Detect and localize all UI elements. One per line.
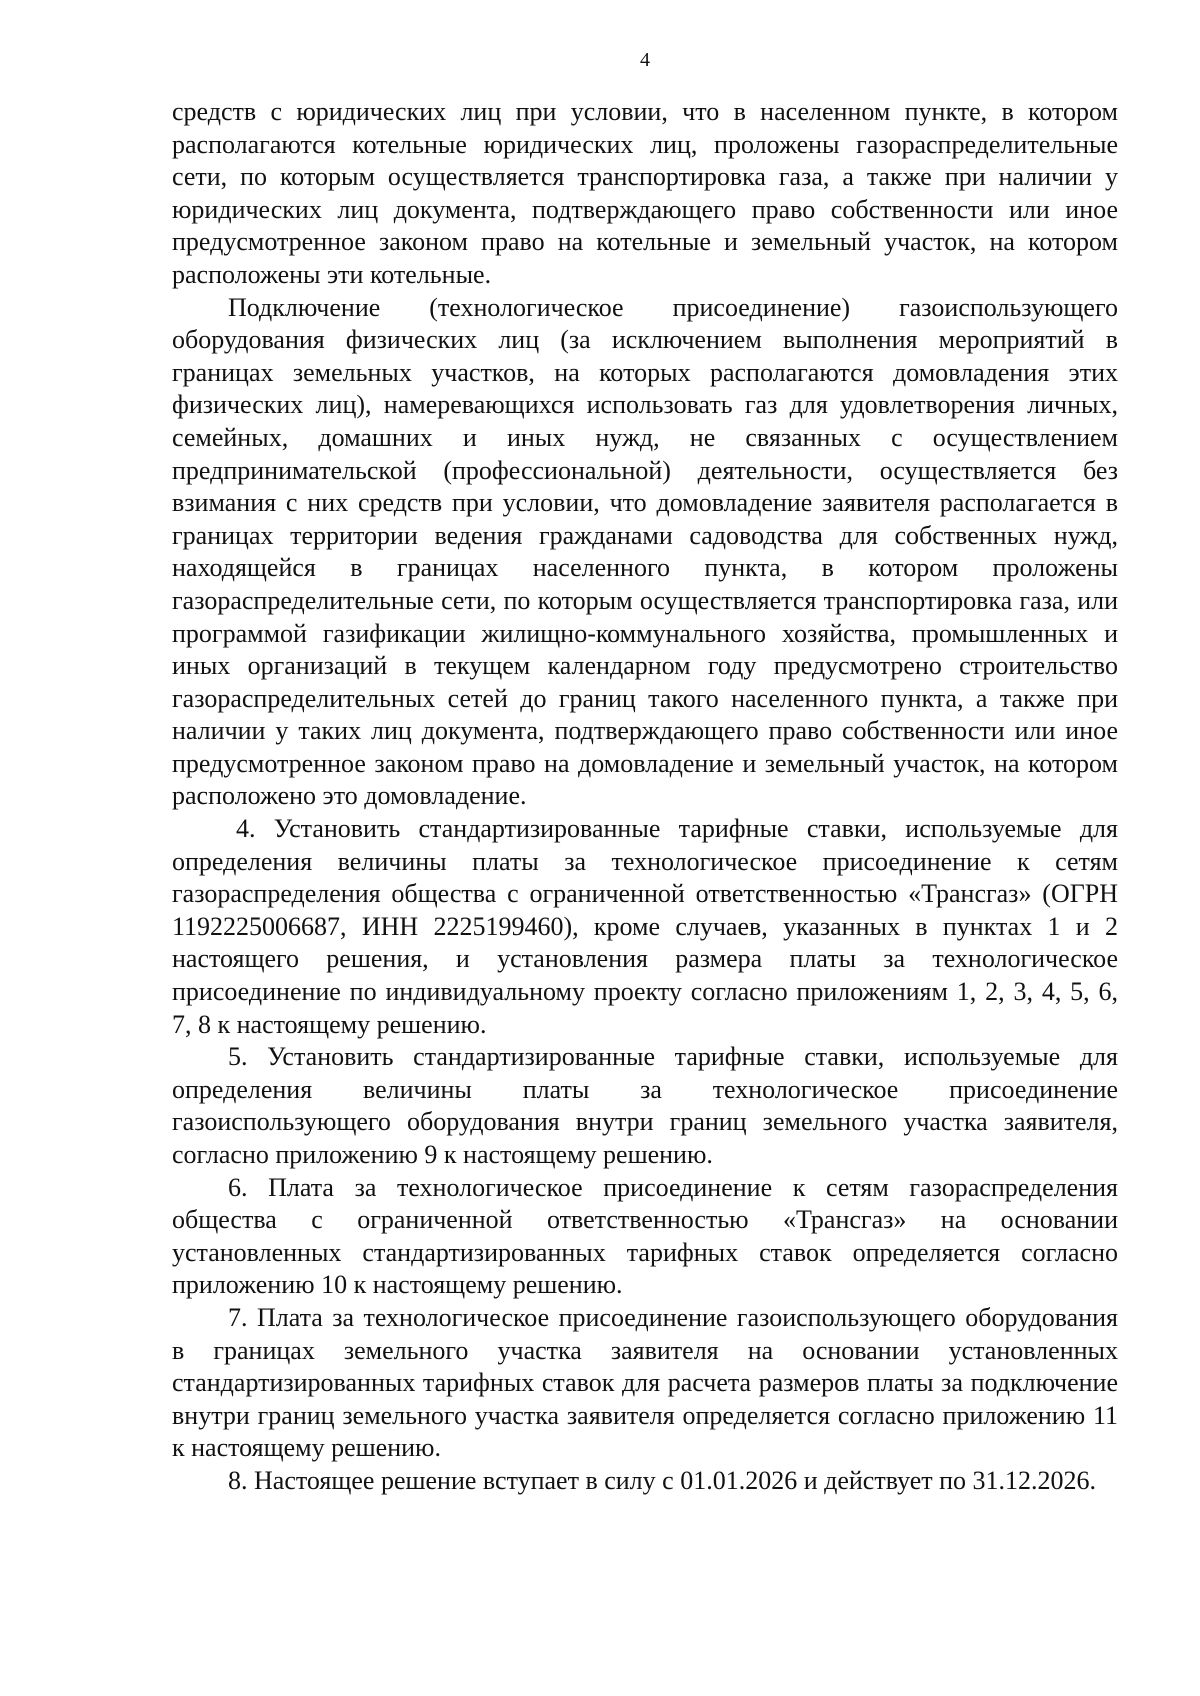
paragraph-item-4: 4. Установить стандартизированные тарифные ставки, используемые для определения величины платы за технологическое присоединение к сетям газораспределения общества с ограниченной ответственностью «Трансгаз» (ОГРН 1192225006687, ИНН 2225199460), кроме случаев, указанных в пунктах 1 и 2 настоящего решения, и установления размера платы за технологическое присоединение по индивидуальному проекту согласно приложениям 1, 2, 3, 4, 5, 6, 7, 8 к настоящему решению.: [172, 814, 1118, 1039]
paragraph-continuation: средств с юридических лиц при условии, что в населенном пункте, в котором располагаются котельные юридических лиц, проложены газораспределительные сети, по которым осуществляется транспортировка газа, а также при наличии у юридических лиц документа, подтверждающего право собственности или иное предусмотренное законом право на котельные и земельный участок, на котором расположены эти котельные.: [172, 97, 1118, 289]
paragraph-connection-individuals: Подключение (технологическое присоединение) газоиспользующего оборудования физических лиц (за исключением выполнения мероприятий в границах земельных участков, на которых располагаются домовладения этих физических лиц), намеревающихся использовать газ для удовлетворения личных, семейных, домашних и иных нужд, не связанных с осуществлением предпринимательской (профессиональной) деятельности, осуществляется без взимания с них средств при условии, что домовладение заявителя располагается в границах территории ведения гражданами садоводства для собственных нужд, находящейся в границах населенного пункта, в котором проложены газораспределительные сети, по которым осуществляется транспортировка газа, или программой газификации жилищно-коммунального хозяйства, промышленных и иных организаций в текущем календарном году предусмотрено строительство газораспределительных сетей до границ такого населенного пункта, а также при наличии у таких лиц документа, подтверждающего право собственности или иное предусмотренное законом право на домовладение и земельный участок, на котором расположено это домовладение.: [172, 292, 1118, 811]
paragraph-item-6: 6. Плата за технологическое присоединение к сетям газораспределения общества с ограниченной ответственностью «Трансгаз» на основании установленных стандартизированных тарифных ставок определяется согласно приложению 10 к настоящему решению.: [172, 1172, 1118, 1300]
paragraph-item-8: 8. Настоящее решение вступает в силу с 01.01.2026 и действует по 31.12.2026.: [228, 1465, 1097, 1495]
document-body: [172, 96, 1118, 1498]
paragraph-item-7: 7. Плата за технологическое присоединение газоиспользующего оборудования в границах земельного участка заявителя на основании установленных стандартизированных тарифных ставок для расчета размеров платы за подключение внутри границ земельного участка заявителя определяется согласно приложению 11 к настоящему решению.: [172, 1302, 1118, 1463]
page-number: 4: [640, 49, 650, 71]
paragraph-item-5: 5. Установить стандартизированные тарифные ставки, используемые для определения величины платы за технологическое присоединение газоиспользующего оборудования внутри границ земельного участка заявителя, согласно приложению 9 к настоящему решению.: [172, 1042, 1118, 1169]
